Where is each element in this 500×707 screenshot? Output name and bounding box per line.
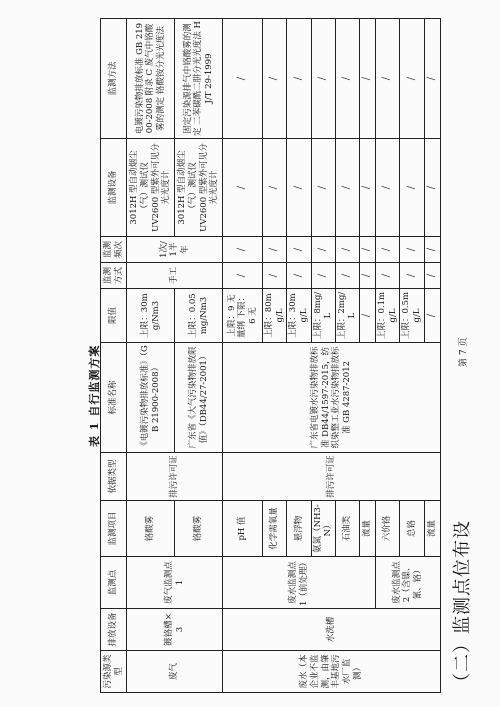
header-cell: 排放设备	[101, 609, 127, 651]
table-cell: 废水监测点2（含镍、氰、铬）	[376, 557, 441, 609]
table-row	[223, 19, 263, 693]
table-cell: 废气监测点1	[127, 557, 223, 609]
table-cell: 上限：0.5mg/L	[400, 289, 424, 343]
table-cell: 上限：80mg/L	[263, 289, 287, 343]
header-cell: 监测设备	[101, 139, 127, 237]
table-cell: /	[335, 19, 359, 139]
table-cell: /	[335, 263, 359, 289]
header-cell: 监测方式	[101, 263, 127, 289]
table-cell: /	[311, 139, 335, 237]
table-cell: /	[376, 263, 400, 289]
table-cell: /	[424, 19, 440, 139]
table-cell: 上限：8mg/L	[311, 289, 335, 343]
table-cell: pH 值	[223, 501, 263, 557]
table-row	[127, 19, 175, 693]
table-cell: /	[263, 237, 287, 263]
table-cell: /	[360, 289, 376, 343]
table-cell: /	[424, 237, 440, 263]
table-cell: /	[223, 139, 263, 237]
page-number: 第 7 页	[459, 337, 469, 367]
table-cell: 废气	[127, 651, 223, 693]
table-cell: 广东省电镀水污染物排放标准 DB44/1597-2015，纺织染整工业水污染物排放标准 GB 4287-2012	[223, 343, 441, 453]
table-header-row	[101, 19, 127, 693]
table-cell: 排污许可证	[223, 453, 441, 501]
table-cell: /	[400, 237, 424, 263]
table-cell: 上限：0.1mg/L	[376, 289, 400, 343]
section-heading: （二）监测点位布设	[452, 520, 473, 691]
table-cell: 上限：30mg/L	[287, 289, 311, 343]
table-cell: 上限：2mg/L	[335, 289, 359, 343]
table-cell: 固定污染源排气中铬酸雾的测定 二苯碳酰二肼分光光度法 HJ/T 29-1999	[175, 19, 223, 139]
table-cell: /	[263, 139, 287, 237]
header-cell: 监测点	[101, 557, 127, 609]
table-cell: 流量	[424, 501, 440, 557]
table-cell: 石油类	[335, 501, 359, 557]
header-cell: 监测项目	[101, 501, 127, 557]
table-cell: /	[223, 237, 263, 263]
table-cell: 水洗槽	[223, 609, 441, 651]
table-cell: /	[263, 263, 287, 289]
table-cell: /	[263, 19, 287, 139]
table-cell: /	[376, 237, 400, 263]
table-cell: /	[424, 139, 440, 237]
table-cell: /	[287, 139, 311, 237]
table-cell: /	[376, 19, 400, 139]
table-cell: /	[424, 289, 440, 343]
table-cell: /	[400, 139, 424, 237]
table-cell: 流量	[360, 501, 376, 557]
table-cell: /	[335, 237, 359, 263]
header-cell: 污染源类型	[101, 651, 127, 693]
table-cell: 废水（本企业不监测，由肇丰基地污水厂监测）	[223, 651, 441, 693]
table-cell: /	[311, 237, 335, 263]
monitoring-table	[100, 18, 441, 693]
table-cell: /	[311, 263, 335, 289]
table-cell: /	[335, 139, 359, 237]
table-cell: /	[287, 263, 311, 289]
table-cell: /	[424, 263, 440, 289]
table-cell: 上限：9 无量纲 下限：6 无	[223, 289, 263, 343]
table-cell	[127, 139, 175, 237]
header-cell: 标准名称	[101, 343, 127, 453]
table-cell: 排污许可证	[127, 453, 223, 501]
table-cell: 悬浮物	[287, 501, 311, 557]
table-cell: /	[311, 19, 335, 139]
table-cell: 《电镀污染物排放标准》（GB 21900-2008）	[127, 343, 175, 453]
table-cell: /	[223, 19, 263, 139]
table-cell: /	[360, 237, 376, 263]
table-cell: 废水监测点1（前处理）	[223, 557, 376, 609]
table-cell: /	[287, 237, 311, 263]
table-cell: 电镀污染物排放标准 GB 21900-2008 附录 C 废气中铬酸雾的测定 铬酸铵分光光度法	[127, 19, 175, 139]
table-cell: 六价铬	[376, 501, 400, 557]
table-cell: /	[360, 19, 376, 139]
table-cell: /	[376, 139, 400, 237]
table-cell: 铬酸雾	[175, 501, 223, 557]
table-cell: 镀铬槽×3	[127, 609, 223, 651]
table-cell: /	[360, 263, 376, 289]
header-cell: 依据类型	[101, 453, 127, 501]
table-cell: 广东省《大气污染物排放限值》（DB44/27-2001）	[175, 343, 223, 453]
header-cell: 限值	[101, 289, 127, 343]
table-cell: 手工	[127, 263, 223, 289]
table-cell: 上限：0.05mg/Nm3	[175, 289, 223, 343]
equip-line: 3012H 型自动烟尘（气）测试仪	[129, 150, 150, 225]
equip-line: UV2600 型紫外可见分光光度计	[150, 143, 172, 232]
table-cell: 化学需氧量	[263, 501, 287, 557]
table-cell: 铬酸雾	[127, 501, 175, 557]
table-cell: /	[287, 19, 311, 139]
table-cell: /	[400, 19, 424, 139]
table-cell: 氨氮（NH3-N）	[311, 501, 335, 557]
table-cell: 总铬	[400, 501, 424, 557]
table-cell: /	[223, 263, 263, 289]
header-cell: 监测方法	[101, 19, 127, 139]
header-cell: 监测频次	[101, 237, 127, 263]
table-cell	[175, 139, 223, 237]
table-title: 表 1 自行监测方案	[88, 344, 101, 447]
table-cell: /	[360, 139, 376, 237]
equip-line: UV2600 型紫外可见分光光度计	[198, 143, 220, 232]
equip-line: 3012H 型自动烟尘（气）测试仪	[177, 150, 198, 225]
table-cell: 1次/1半年	[127, 237, 223, 263]
table-cell: /	[400, 263, 424, 289]
table-cell: 上限：30mg/Nm3	[127, 289, 175, 343]
